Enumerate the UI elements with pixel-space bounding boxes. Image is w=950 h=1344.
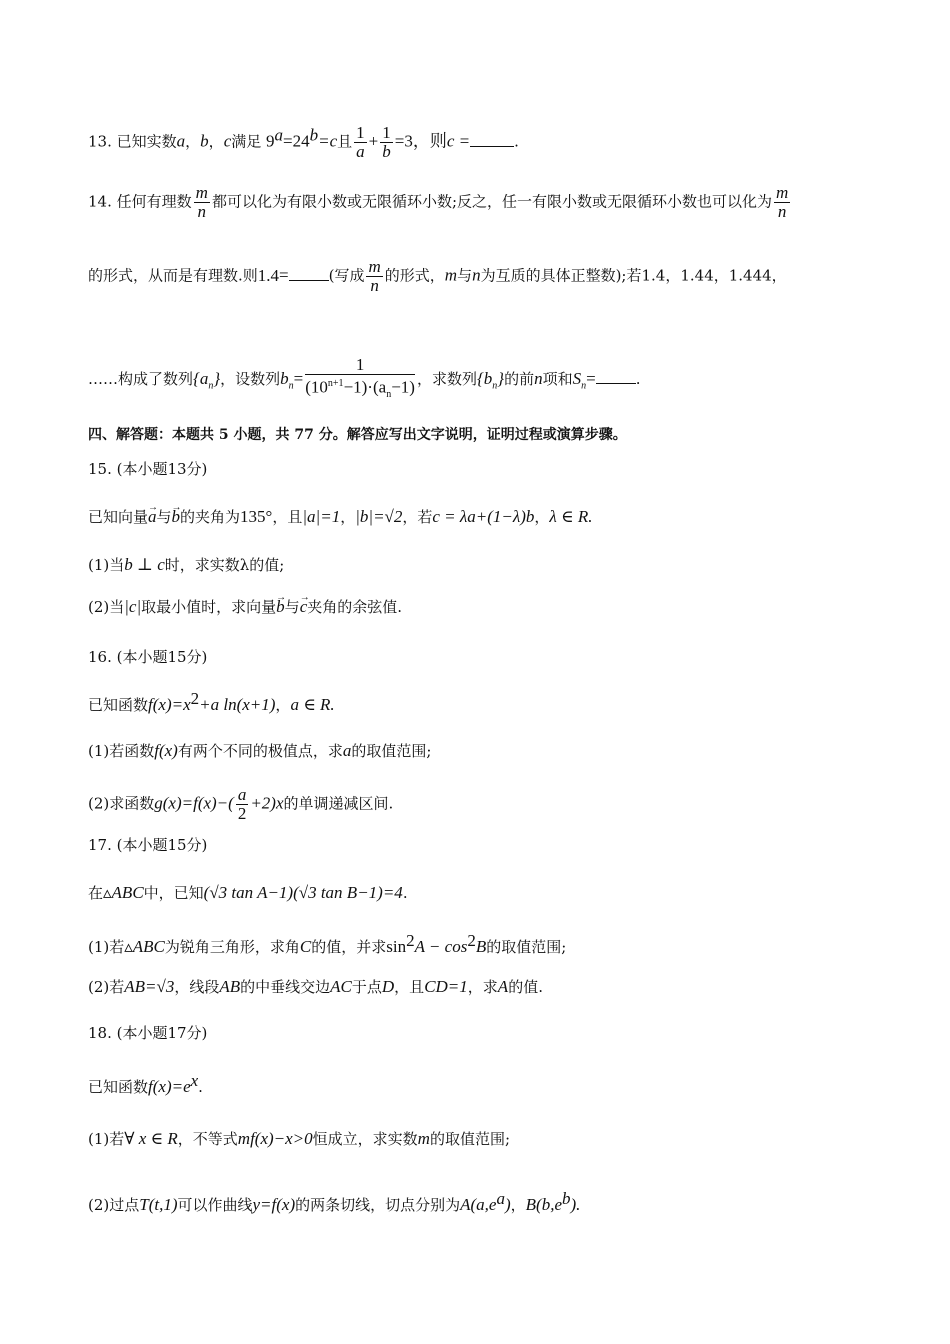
equals: =: [586, 369, 596, 389]
q16-line1: [88, 688, 335, 716]
answer-blank[interactable]: [289, 268, 329, 281]
q13-text: 已知实数: [116, 132, 177, 151]
part-label: (1)若: [88, 938, 125, 956]
part-label: (1)若函数: [88, 742, 155, 760]
q15-text: 已知向量: [88, 508, 149, 526]
inequality: mf(x)−x>0: [237, 1129, 313, 1148]
q14-text5: 的形式，: [384, 266, 445, 285]
c-equals: c =: [446, 131, 471, 151]
var-c: c: [223, 131, 232, 151]
part-label: (1)当: [88, 556, 125, 574]
seg-ab: AB: [219, 977, 241, 996]
var-b: B: [475, 937, 487, 956]
q15-text4: ，若: [402, 508, 433, 526]
q18-text: 已知函数: [88, 1078, 149, 1096]
q14-line1: [88, 184, 792, 221]
q14-and: 与: [457, 266, 473, 285]
q14-text8: ，设数列: [220, 370, 281, 389]
q14-text10: 的前: [504, 370, 535, 389]
q17-text: 在: [88, 884, 104, 902]
lambda-in-r: λ ∈ R.: [549, 507, 593, 526]
q15-p2-text2: 夹角的余弦值.: [307, 598, 403, 616]
frac-den: n: [197, 202, 207, 221]
q16-p2-text: 的单调递减区间.: [283, 794, 394, 813]
norm-a: |a|=1: [302, 507, 341, 526]
var-c: C: [299, 937, 312, 956]
triangle-abc: ▵ABC: [103, 883, 144, 902]
frac-num: m: [776, 183, 789, 202]
q14-text7: ……构成了数列: [88, 370, 194, 389]
fx-def: f(x)=e: [148, 1077, 191, 1096]
norm-c: |c|: [124, 597, 142, 616]
eq-base-24: =24: [283, 131, 310, 151]
frac-den: n: [777, 202, 787, 221]
comma: ，: [340, 508, 356, 526]
plus-sign: +: [368, 131, 379, 151]
q17-p2-text2: 的中垂线交边: [240, 978, 331, 996]
q18-p2-text: 可以作曲线: [177, 1196, 253, 1214]
exp-2: 2: [190, 689, 200, 708]
q15-line1: [88, 506, 593, 528]
seg-ac: AC: [330, 977, 352, 996]
q16-p1-text: 有两个不同的极值点，求: [177, 742, 343, 760]
q18-heading: 18. (本小题17分): [88, 1024, 208, 1042]
sum-sn: $S_n$: [572, 369, 587, 392]
frac-den: a: [356, 142, 365, 161]
fx: f(x): [154, 741, 178, 760]
vec-c-def: c = λa+(1−λ)b: [432, 507, 535, 526]
frac-a-over-2: [236, 786, 249, 823]
q16-text: 已知函数: [88, 696, 149, 714]
var-b: b: [200, 131, 209, 151]
answer-blank[interactable]: [470, 134, 514, 147]
period: .: [402, 884, 408, 902]
point-d: D: [381, 977, 395, 996]
frac-den: b: [382, 142, 391, 161]
eq-exp-a: a: [274, 125, 284, 145]
q18-p1-text2: 恒成立，求实数: [312, 1130, 418, 1148]
period: .: [198, 1078, 203, 1096]
q14-text11: 项和: [542, 370, 573, 389]
q14-text2: 都可以化为有限小数或无限循环小数;反之，任一有限小数或无限循环小数也可以化为: [211, 192, 772, 211]
norm-b: |b|=√2: [355, 507, 403, 526]
var-n: n: [472, 265, 481, 285]
q17-p1-text3: 的取值范围;: [486, 938, 567, 956]
q14-line3: [88, 356, 640, 404]
exp-x: x: [190, 1071, 199, 1090]
point-a: A(a,e: [460, 1195, 497, 1214]
var-a: a: [176, 131, 186, 151]
vec-a: → a: [148, 506, 157, 528]
q13-eq-3: =3，则: [394, 131, 447, 151]
repeating-decimal: 1.4: [257, 265, 280, 285]
eq-base-9: 9: [266, 131, 275, 151]
vec-b: → b: [276, 596, 285, 618]
point-t: T(t,1): [139, 1195, 178, 1214]
var-m: m: [444, 265, 458, 285]
q16-part2: [88, 786, 393, 823]
seq-bn: $\{b_n\}$: [476, 369, 505, 392]
section-title: 四、解答题：本题共 5 小题，共 77 分。解答应写出文字说明，证明过程或演算步骤。: [88, 427, 627, 443]
exp-2: 2: [406, 931, 415, 950]
q13-text2: 满足: [231, 132, 262, 151]
eq-c: =c: [318, 131, 338, 151]
exp-2: 2: [467, 931, 476, 950]
var-n: n: [534, 369, 543, 389]
expr-mid: A − cos: [414, 937, 468, 956]
cd-eq: CD=1: [424, 977, 468, 996]
exp-a: a: [496, 1189, 505, 1208]
q17-p2-text6: 的值.: [508, 978, 543, 996]
comma: ，: [510, 1196, 526, 1214]
q18-part1: [88, 1128, 510, 1150]
q14-text6: 为互质的具体正整数);若1.4，1.44，1.444，: [480, 266, 787, 285]
q16-heading: 16. (本小题15分): [88, 648, 208, 666]
frac-m-over-n: [366, 258, 382, 295]
q18-p1-text: ，不等式: [177, 1130, 238, 1148]
gx-def2: +2)x: [250, 793, 284, 813]
forall-x: ∀ x ∈ R: [124, 1129, 178, 1148]
q17-p1-text: 为锐角三角形，求角: [164, 938, 300, 956]
q15-and: 与: [284, 598, 300, 616]
q13-line: 13. 已知实数a，b，c满足 $9^a=24^b=c$且 $\frac{1}{a}$ + $\frac{1}{b}$ =3，则c = .: [88, 123, 519, 161]
perp-condition: b ⊥ c: [124, 555, 165, 574]
q15-and: 与: [156, 508, 172, 526]
q14-text9: ，求数列: [416, 370, 477, 389]
comma: ，: [534, 508, 550, 526]
q17-p2-text3: 于点: [351, 978, 382, 996]
frac-num: 1: [356, 123, 365, 142]
part-label: (2)过点: [88, 1196, 140, 1214]
frac-num: 1: [382, 123, 391, 142]
q15-text3: ，且: [272, 508, 303, 526]
frac-den: $(10^{n+1}-1)\cdot(a_n-1)$: [305, 377, 415, 401]
frac-bn-def: [305, 356, 415, 404]
q17-part2: [88, 976, 543, 998]
part-label: (2)若: [88, 978, 125, 996]
frac-num: 1: [305, 356, 415, 375]
fx-def: f(x)=x: [148, 695, 191, 714]
gx-def: g(x)=f(x)−(: [154, 793, 234, 813]
q17-text2: 中，已知: [143, 884, 204, 902]
q18-p1-text3: 的取值范围: [429, 1130, 505, 1148]
q17-line1: [88, 882, 408, 904]
paren: ): [504, 1195, 511, 1214]
part-label: (2)求函数: [88, 794, 155, 813]
triangle-abc: ▵ABC: [124, 937, 165, 956]
vec-c: → c: [300, 596, 308, 618]
comma: ，: [275, 696, 291, 714]
q16-p1-text2: 的取值范围;: [351, 742, 432, 760]
semicolon: ;: [504, 1130, 511, 1148]
var-m: m: [417, 1129, 430, 1148]
q13-number: 13.: [88, 132, 112, 151]
part-label: (2)当: [88, 598, 125, 616]
q17-p1-text2: 的值，并求: [311, 938, 387, 956]
q18-line1: [88, 1070, 203, 1098]
q18-part2: [88, 1188, 580, 1216]
exp-b: b: [562, 1189, 571, 1208]
seq-bn: $b_n$: [280, 369, 294, 392]
paren-end: ).: [570, 1195, 581, 1214]
var-a-angle: A: [497, 977, 509, 996]
q13-and: 且: [337, 132, 353, 151]
a-in-r: a ∈ R.: [290, 695, 335, 714]
q15-text2: 的夹角为: [180, 508, 241, 526]
q14-number: 14.: [88, 192, 112, 211]
q14-text: 任何有理数: [116, 192, 192, 211]
q14-text4: (写成: [328, 266, 365, 285]
q17-p2-text: ，线段: [174, 978, 220, 996]
curve-eq: y=f(x): [252, 1195, 296, 1214]
frac-den: 2: [237, 804, 247, 823]
frac-num: a: [237, 785, 247, 804]
frac-m-over-n: [774, 184, 790, 221]
frac-den: n: [370, 276, 379, 295]
period: .: [635, 370, 641, 389]
part-label: (1)若: [88, 1130, 125, 1148]
vec-b: → b: [172, 506, 181, 528]
angle: 135°: [240, 507, 273, 526]
frac-1-over-b: [380, 124, 393, 161]
q18-p2-text2: 的两条切线，切点分别为: [295, 1196, 461, 1214]
q15-p2-text: 取最小值时，求向量: [141, 598, 277, 616]
fx-def2: +a ln(x+1): [199, 695, 276, 714]
answer-blank[interactable]: [596, 371, 636, 384]
q14-line2: [88, 258, 787, 295]
q15-part1: [88, 554, 284, 576]
q15-p1-text: 时，求实数λ的值;: [164, 556, 285, 574]
q17-p2-text4: ，且: [394, 978, 425, 996]
q17-p2-text5: ，求: [467, 978, 498, 996]
equals: =: [279, 265, 289, 285]
sin: sin: [386, 937, 407, 956]
period: .: [514, 132, 519, 151]
seq-an: $\{a_n\}$: [193, 369, 221, 392]
q17-heading: 17. (本小题15分): [88, 836, 208, 854]
eq-exp-b: b: [309, 125, 319, 145]
tan-condition: (√3 tan A−1)(√3 tan B−1)=4: [203, 883, 403, 902]
q15-heading: 15. (本小题13分): [88, 460, 208, 478]
q17-part1: [88, 930, 566, 958]
frac-1-over-a: [354, 124, 367, 161]
ab-eq: AB=√3: [124, 977, 175, 996]
point-b: B(b,e: [525, 1195, 563, 1214]
equals: =: [293, 369, 304, 389]
frac-num: m: [195, 183, 208, 202]
frac-num: m: [368, 257, 381, 276]
q16-part1: [88, 740, 431, 762]
var-a: a: [342, 741, 352, 760]
q14-text3: 的形式，从而是有理数.则: [88, 266, 258, 285]
frac-m-over-n: [194, 184, 210, 221]
q15-part2: [88, 596, 402, 618]
